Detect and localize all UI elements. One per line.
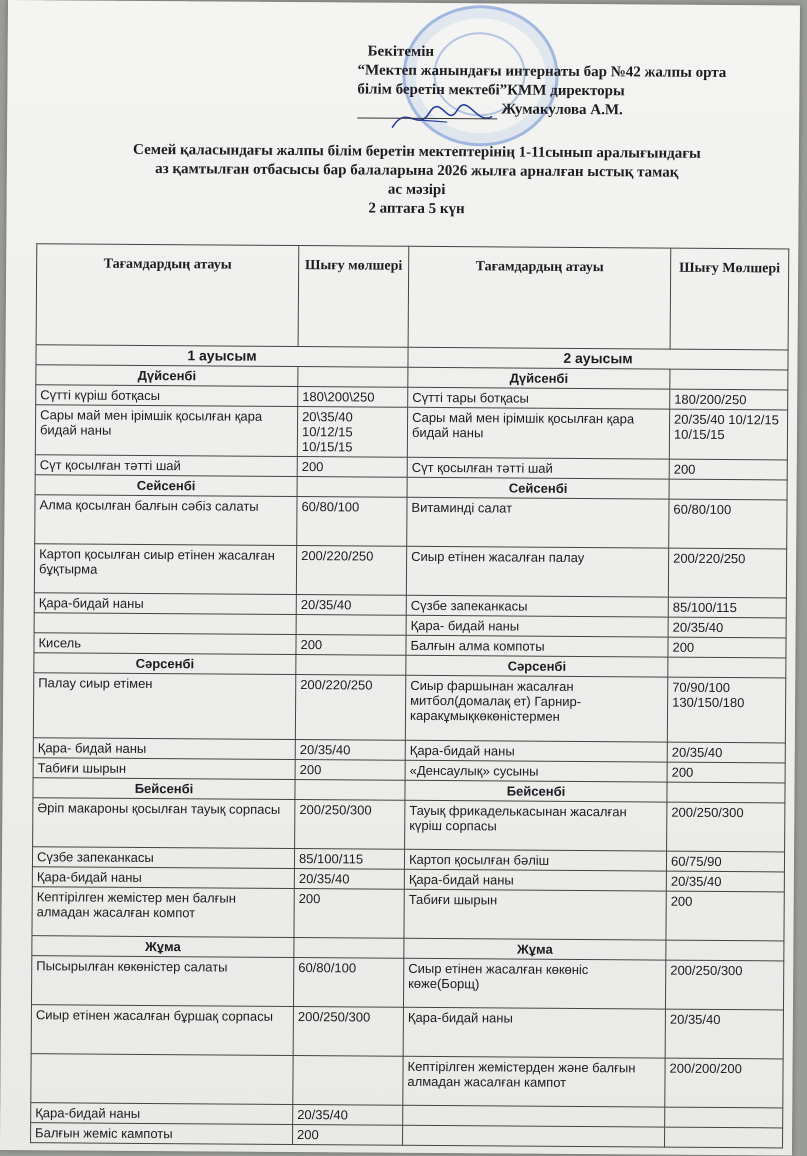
portion-cell-2: 200: [669, 459, 787, 480]
dish-cell-1: Қара-бидай наны: [32, 867, 294, 889]
table-row: [33, 798, 785, 852]
dish-cell-2: Қара-бидай наны: [405, 740, 667, 762]
dish-cell-1: [34, 613, 296, 635]
dish-cell-2: Сиыр етінен жасалған көкөніс көже(Борщ): [403, 958, 665, 1009]
day-name-shift-2: Сейсенбі: [407, 477, 669, 499]
empty-cell: [670, 369, 788, 390]
dish-cell-1: Сүзбе запеканкасы: [32, 847, 294, 869]
dish-cell-2: Сүт қосылған тәтті шай: [407, 457, 669, 479]
portion-cell-2: 20/35/40: [667, 742, 785, 763]
dish-cell-1: Қара-бидай наны: [31, 1103, 293, 1125]
dish-cell-2: Кептірілген жемістерден және балғын алмадан жасалған кампот: [403, 1056, 665, 1107]
dish-cell-2: Сүзбе запеканкасы: [406, 595, 668, 617]
portion-cell-2: 60/75/90: [666, 851, 784, 872]
table-header-row: [36, 244, 789, 350]
dish-cell-2: Қара- бидай наны: [406, 615, 668, 637]
portion-cell-2: 60/80/100: [669, 499, 787, 549]
dish-cell-2: [403, 1105, 665, 1127]
dish-cell-1: Алма қосылған балғын сәбіз салаты: [35, 495, 297, 546]
dish-cell-1: Қара-бидай наны: [34, 593, 296, 615]
title-line-2: аз қамтылған отбасысы бар балаларына 2026 жылға арналған ыстық тамақ: [155, 161, 679, 181]
portion-cell-2: 200/250/300: [667, 802, 785, 852]
dish-cell-1: Сары май мен ірімшік қосылған қара бидай наны: [35, 405, 297, 457]
table-row: [35, 405, 787, 460]
portion-cell-1: 200/220/250: [295, 675, 405, 741]
approval-heading: Бекітемін: [367, 43, 435, 60]
table-row: [31, 956, 783, 1010]
approval-director-name: Жумакулова А.М.: [501, 101, 623, 119]
dish-cell-1: Балғын жеміс кампоты: [31, 1123, 293, 1145]
dish-cell-1: Қара- бидай наны: [33, 738, 295, 760]
title-line-3: ас мәзірі: [387, 181, 446, 199]
day-name-shift-1: Сәрсенбі: [34, 653, 296, 675]
day-name-shift-1: Жұма: [32, 936, 294, 958]
portion-cell-2: 20/35/40: [666, 871, 784, 892]
portion-cell-1: 20/35/40: [294, 869, 404, 890]
dish-cell-1: Картоп қосылған сиыр етінен жасалған бұқтырма: [34, 544, 296, 595]
portion-cell-2: 20/35/40 10/12/15 10/15/15: [669, 409, 787, 460]
day-name-shift-2: Бейсенбі: [405, 780, 667, 802]
shift-first: 1 ауысым: [36, 345, 408, 368]
day-name-shift-1: Сейсенбі: [35, 475, 297, 497]
empty-cell: [668, 657, 786, 678]
empty-cell: [297, 477, 407, 498]
dish-cell-2: Витаминді салат: [407, 497, 669, 548]
dish-cell-2: [403, 1125, 665, 1147]
portion-cell-1: 20\35/40 10/12/15 10/15/15: [297, 407, 407, 458]
approval-school: “Мектеп жанындағы интернаты бар №42 жалпы орта: [357, 62, 727, 82]
portion-cell-1: 200: [297, 457, 407, 478]
portion-cell-2: 70/90/100 130/150/180: [667, 677, 785, 743]
portion-cell-1: 200/220/250: [296, 546, 406, 596]
dish-cell-2: Сиыр фаршынан жасалған митбол(домалақ ет) Гарнир-каракұмықкөкөністермен: [405, 675, 667, 742]
portion-cell-1: [293, 1056, 403, 1106]
portion-cell-1: 200: [294, 889, 404, 939]
portion-cell-2: 200/220/250: [668, 548, 786, 598]
dish-cell-2: Тауық фрикаделькасынан жасалған күріш сорпасы: [405, 800, 667, 851]
dish-cell-1: [31, 1054, 293, 1105]
dish-cell-1: Кептірілген жемістер мен балғын алмадан жасалған компот: [32, 887, 294, 938]
empty-cell: [294, 938, 404, 959]
portion-cell-1: 60/80/100: [297, 497, 407, 547]
portion-cell-1: 60/80/100: [293, 958, 403, 1008]
table-row: [31, 1054, 783, 1108]
table-row: [31, 1123, 783, 1148]
approval-block: [357, 42, 788, 121]
dish-cell-1: Сүт қосылған тәтті шай: [35, 455, 297, 477]
empty-cell: [295, 780, 405, 801]
portion-cell-2: 180/200/250: [670, 389, 788, 410]
dish-cell-1: Сиыр етінен жасалған бұршақ сорпасы: [31, 1005, 293, 1056]
dish-cell-2: Сиыр етінен жасалған палау: [406, 546, 668, 597]
day-name-shift-2: Жұма: [404, 938, 666, 960]
portion-cell-1: 20/35/40: [296, 595, 406, 616]
dish-cell-2: Сары май мен ірімшік қосылған қара бидай наны: [407, 407, 669, 459]
portion-cell-1: 20/35/40: [293, 1105, 403, 1126]
portion-cell-1: 20/35/40: [295, 740, 405, 761]
empty-cell: [666, 940, 784, 961]
dish-cell-1: Сүтті күріш ботқасы: [36, 385, 298, 407]
header-dish-name-1: Тағамдардың атауы: [36, 244, 299, 347]
portion-cell-1: [296, 615, 406, 636]
portion-cell-2: 200: [668, 637, 786, 658]
empty-cell: [298, 367, 408, 388]
approval-position: білім беретін мектебі”КММ директоры: [357, 81, 625, 100]
portion-cell-2: 200/200/200: [665, 1058, 783, 1108]
portion-cell-2: 20/35/40: [668, 617, 786, 638]
portion-cell-1: 180\200\250: [298, 387, 408, 408]
dish-cell-1: Табиғи шырын: [33, 758, 295, 780]
day-name-shift-1: Бейсенбі: [33, 778, 295, 800]
dish-cell-1: Әріп макароны қосылған тауық сорпасы: [33, 798, 295, 849]
day-name-shift-2: Дүйсенбі: [408, 367, 670, 389]
dish-cell-2: «Денсаулық» сусыны: [405, 760, 667, 782]
portion-cell-1: 200: [296, 635, 406, 656]
portion-cell-2: 200/250/300: [665, 960, 783, 1010]
portion-cell-1: 200/250/300: [295, 800, 405, 850]
day-name-shift-2: Сәрсенбі: [406, 655, 668, 677]
dish-cell-2: Қара-бидай наны: [403, 1007, 665, 1058]
empty-cell: [667, 782, 785, 803]
dish-cell-2: Табиғи шырын: [404, 889, 666, 940]
portion-cell-2: [665, 1107, 783, 1128]
portion-cell-2: 200: [667, 762, 785, 783]
shift-second: 2 ауысым: [408, 347, 788, 370]
header-portion-1: Шығу мөлшері: [298, 246, 409, 348]
page-title: [66, 140, 767, 221]
portion-cell-2: 20/35/40: [665, 1009, 783, 1059]
empty-cell: [296, 655, 406, 676]
dish-cell-1: Пысырылған көкөністер салаты: [31, 956, 293, 1007]
dish-cell-1: Палау сиыр етімен: [33, 673, 295, 740]
dish-cell-2: Сүтті тары ботқасы: [408, 387, 670, 409]
table-row: [32, 887, 784, 941]
portion-cell-2: 85/100/115: [668, 597, 786, 618]
portion-cell-1: 200: [293, 1125, 403, 1146]
portion-cell-1: 85/100/115: [294, 849, 404, 870]
menu-table: [30, 243, 789, 1148]
portion-cell-2: 200: [666, 891, 784, 941]
table-row: [35, 495, 787, 549]
empty-cell: [669, 479, 787, 500]
dish-cell-2: Балғын алма компоты: [406, 635, 668, 657]
dish-cell-2: Қара-бидай наны: [404, 869, 666, 891]
dish-cell-2: Картоп қосылған бәліш: [404, 849, 666, 871]
day-name-shift-1: Дүйсенбі: [36, 365, 298, 387]
table-row: [31, 1005, 783, 1059]
header-dish-name-2: Тағамдардың атауы: [408, 246, 671, 349]
dish-cell-1: Кисель: [34, 633, 296, 655]
header-portion-2: Шығу Мөлшері: [670, 248, 789, 350]
title-line-4: 2 аптаға 5 күн: [368, 200, 465, 218]
portion-cell-2: [665, 1127, 783, 1148]
portion-cell-1: 200: [295, 760, 405, 781]
table-row: [33, 673, 785, 743]
title-line-1: Семей қаласындағы жалпы білім беретін мектептерінің 1-11сынып аралығындағы: [133, 141, 701, 162]
portion-cell-1: 200/250/300: [293, 1007, 403, 1057]
table-row: [34, 544, 786, 598]
